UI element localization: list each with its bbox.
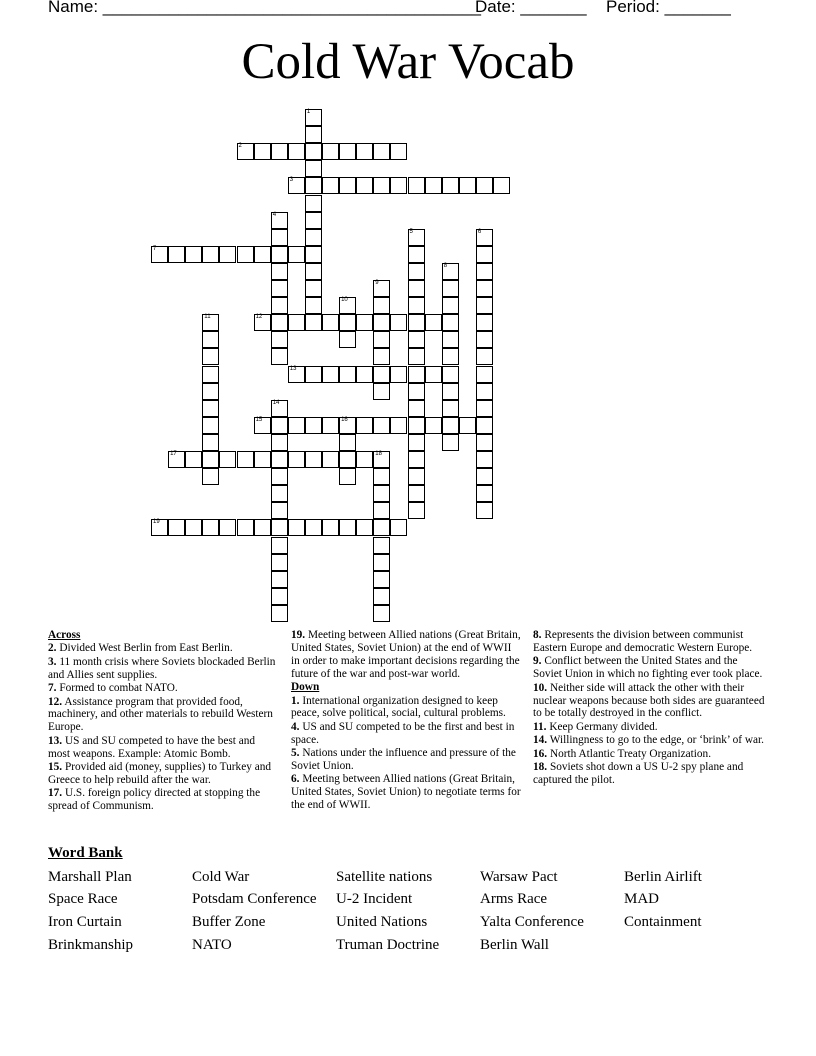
crossword-cell[interactable]: [254, 246, 271, 263]
crossword-cell[interactable]: [425, 177, 442, 194]
clue-down-5: 5. Nations under the influence and pressure of the Soviet Union.: [291, 747, 516, 773]
crossword-cell[interactable]: [493, 177, 510, 194]
crossword-cell[interactable]: [442, 400, 459, 417]
word-bank-item: Potsdam Conference: [192, 891, 317, 907]
clue-down-18: 18. Soviets shot down a US U-2 spy plane and captured the pilot.: [533, 761, 744, 786]
crossword-cell[interactable]: [408, 485, 425, 502]
crossword-cell[interactable]: [356, 366, 373, 383]
clue-number: 15: [255, 416, 263, 423]
clue-number: 18: [375, 451, 382, 457]
crossword-cell[interactable]: [476, 434, 493, 451]
crossword-cell[interactable]: [288, 451, 305, 468]
crossword-cell[interactable]: [305, 177, 322, 194]
crossword-cell[interactable]: [271, 588, 288, 605]
crossword-cell[interactable]: [305, 280, 322, 297]
crossword-cell[interactable]: [151, 246, 168, 263]
crossword-cell[interactable]: [322, 519, 339, 536]
crossword-cell[interactable]: [288, 246, 305, 263]
crossword-cell[interactable]: [373, 348, 390, 365]
crossword-cell[interactable]: [237, 519, 254, 536]
clue-number: 16: [341, 416, 348, 423]
crossword-cell[interactable]: [271, 519, 288, 536]
crossword-cell[interactable]: [271, 229, 288, 246]
crossword-cell[interactable]: [476, 485, 493, 502]
crossword-cell[interactable]: [271, 554, 288, 571]
clue-down-16: 16. North Atlantic Treaty Organization.: [533, 747, 712, 760]
crossword-cell[interactable]: [168, 519, 185, 536]
crossword-cell[interactable]: [442, 366, 459, 383]
crossword-cell[interactable]: [442, 434, 459, 451]
crossword-cell[interactable]: [322, 143, 339, 160]
clue-across-13: 13. US and SU competed to have the best and most weapons. Example: Atomic Bomb.: [48, 734, 256, 760]
crossword-cell[interactable]: [305, 195, 322, 212]
crossword-cell[interactable]: [356, 417, 373, 434]
crossword-cell[interactable]: [442, 263, 459, 280]
crossword-cell[interactable]: [271, 212, 288, 229]
crossword-cell[interactable]: [339, 297, 356, 314]
crossword-cell[interactable]: [408, 246, 425, 263]
crossword-cell[interactable]: [288, 519, 305, 536]
crossword-cell[interactable]: [408, 383, 425, 400]
crossword-cell[interactable]: [305, 297, 322, 314]
crossword-cell[interactable]: [202, 519, 219, 536]
clue-number: 10: [341, 297, 348, 304]
clue-number: 8: [443, 262, 448, 269]
crossword-cell[interactable]: [476, 297, 493, 314]
word-bank-item: Iron Curtain: [48, 914, 122, 930]
clue-across-7: 7. Formed to combat NATO.: [48, 682, 178, 695]
crossword-cell[interactable]: [288, 417, 305, 434]
clue-across-12: 12. Assistance program that provided food, machinery, and other materials to rebuild Western Europe.: [48, 695, 273, 734]
crossword-cell[interactable]: [288, 177, 305, 194]
crossword-cell[interactable]: [271, 297, 288, 314]
crossword-cell[interactable]: [373, 468, 390, 485]
crossword-cell[interactable]: [219, 246, 236, 263]
crossword-cell[interactable]: [202, 348, 219, 365]
crossword-cell[interactable]: [271, 451, 288, 468]
crossword-cell[interactable]: [151, 519, 168, 536]
crossword-cell[interactable]: [305, 229, 322, 246]
crossword-cell[interactable]: [442, 177, 459, 194]
crossword-cell[interactable]: [254, 143, 271, 160]
word-bank-item: Berlin Airlift: [624, 869, 702, 885]
word-bank-item: Containment: [624, 914, 702, 930]
clues-column-3: [533, 629, 765, 787]
crossword-cell[interactable]: [271, 502, 288, 519]
crossword-cell[interactable]: [322, 177, 339, 194]
clue-number: 12: [255, 314, 263, 321]
crossword-cell[interactable]: [373, 537, 390, 554]
crossword-cell[interactable]: [305, 212, 322, 229]
crossword-cell[interactable]: [373, 314, 390, 331]
crossword-cell[interactable]: [237, 451, 254, 468]
crossword-cell[interactable]: [202, 366, 219, 383]
crossword-cell[interactable]: [356, 143, 373, 160]
crossword-cell[interactable]: [322, 417, 339, 434]
crossword-cell[interactable]: [305, 519, 322, 536]
crossword-cell[interactable]: [476, 366, 493, 383]
crossword-cell[interactable]: [442, 348, 459, 365]
crossword-cell[interactable]: [442, 297, 459, 314]
crossword-cell[interactable]: [219, 519, 236, 536]
crossword-cell[interactable]: [305, 143, 322, 160]
crossword-cell[interactable]: [459, 177, 476, 194]
crossword-cell[interactable]: [476, 177, 493, 194]
crossword-cell[interactable]: [202, 417, 219, 434]
clue-number: 6: [477, 228, 482, 235]
crossword-cell[interactable]: [425, 417, 442, 434]
crossword-cell[interactable]: [408, 331, 425, 348]
crossword-cell[interactable]: [373, 143, 390, 160]
crossword-cell[interactable]: [476, 331, 493, 348]
name-field[interactable]: Name: ________________________________________: [48, 0, 481, 16]
crossword-cell[interactable]: [305, 314, 322, 331]
crossword-cell[interactable]: [339, 468, 356, 485]
crossword-cell[interactable]: [373, 177, 390, 194]
clue-down-14: 14. Willingness to go to the edge, or ‘brink’ of war.: [533, 734, 764, 747]
crossword-cell[interactable]: [271, 400, 288, 417]
crossword-cell[interactable]: [373, 571, 390, 588]
crossword-cell[interactable]: [459, 417, 476, 434]
crossword-cell[interactable]: [373, 297, 390, 314]
crossword-cell[interactable]: [476, 280, 493, 297]
crossword-cell[interactable]: [185, 246, 202, 263]
crossword-cell[interactable]: [408, 297, 425, 314]
crossword-cell[interactable]: [339, 177, 356, 194]
crossword-cell[interactable]: [271, 314, 288, 331]
crossword-cell[interactable]: [390, 417, 407, 434]
clue-across-2: 2. Divided West Berlin from East Berlin.: [48, 642, 233, 655]
crossword-cell[interactable]: [237, 143, 254, 160]
crossword-cell[interactable]: [390, 177, 407, 194]
crossword-cell[interactable]: [305, 417, 322, 434]
crossword-cell[interactable]: [305, 246, 322, 263]
crossword-cell[interactable]: [339, 434, 356, 451]
clue-across-15: 15. Provided aid (money, supplies) to Turkey and Greece to help rebuild after the war.: [48, 761, 271, 786]
crossword-cell[interactable]: [185, 519, 202, 536]
word-bank-item: U-2 Incident: [336, 891, 413, 907]
crossword-cell[interactable]: [373, 485, 390, 502]
word-bank-item: United Nations: [336, 914, 428, 930]
clue-number: 1: [306, 109, 311, 115]
crossword-cell[interactable]: [373, 605, 390, 622]
crossword-cell[interactable]: [425, 366, 442, 383]
crossword-cell[interactable]: [271, 537, 288, 554]
clue-number: 19: [153, 519, 160, 526]
crossword-cell[interactable]: [202, 246, 219, 263]
crossword-cell[interactable]: [202, 451, 219, 468]
crossword-cell[interactable]: [322, 314, 339, 331]
clue-down-4: 4. US and SU competed to be the first and best in space.: [291, 720, 515, 746]
crossword-cell[interactable]: [185, 451, 202, 468]
crossword-cell[interactable]: [373, 383, 390, 400]
word-bank-item: Arms Race: [480, 891, 548, 907]
word-bank-item: Marshall Plan: [48, 869, 132, 885]
word-bank-item: Brinkmanship: [48, 937, 133, 953]
clue-number: 13: [289, 365, 297, 372]
crossword-cell[interactable]: [322, 451, 339, 468]
crossword-cell[interactable]: [373, 502, 390, 519]
clue-number: 3: [289, 177, 294, 184]
crossword-cell[interactable]: [237, 246, 254, 263]
crossword-cell[interactable]: [476, 263, 493, 280]
crossword-cell[interactable]: [408, 177, 425, 194]
crossword-cell[interactable]: [271, 571, 288, 588]
crossword-cell[interactable]: [202, 468, 219, 485]
clue-across-3: 3. 11 month crisis where Soviets blockaded Berlin and Allies sent supplies.: [48, 655, 276, 681]
crossword-cell[interactable]: [271, 331, 288, 348]
crossword-cell[interactable]: [373, 366, 390, 383]
crossword-cell[interactable]: [373, 554, 390, 571]
clue-across-17: 17. U.S. foreign policy directed at stopping the spread of Communism.: [48, 787, 261, 813]
crossword-cell[interactable]: [408, 502, 425, 519]
clue-number: 2: [238, 143, 242, 150]
crossword-cell[interactable]: [339, 143, 356, 160]
crossword-cell[interactable]: [339, 366, 356, 383]
crossword-cell[interactable]: [373, 519, 390, 536]
crossword-cell[interactable]: [356, 519, 373, 536]
crossword-cell[interactable]: [271, 348, 288, 365]
period-field[interactable]: Period: _______: [606, 0, 731, 16]
word-bank-item: Berlin Wall: [480, 937, 549, 953]
crossword-cell[interactable]: [254, 519, 271, 536]
crossword-cell[interactable]: [202, 314, 219, 331]
crossword-cell[interactable]: [202, 331, 219, 348]
crossword-cell[interactable]: [168, 451, 185, 468]
crossword-cell[interactable]: [254, 314, 271, 331]
crossword-cell[interactable]: [339, 331, 356, 348]
crossword-cell[interactable]: [408, 468, 425, 485]
crossword-cell[interactable]: [476, 229, 493, 246]
crossword-cell[interactable]: [408, 434, 425, 451]
crossword-cell[interactable]: [476, 400, 493, 417]
clue-down-11: 11. Keep Germany divided.: [533, 720, 658, 733]
crossword-cell[interactable]: [408, 366, 425, 383]
crossword-cell[interactable]: [390, 143, 407, 160]
crossword-cell[interactable]: [202, 434, 219, 451]
across-heading: Across: [48, 629, 81, 641]
crossword-cell[interactable]: [219, 451, 236, 468]
crossword-cell[interactable]: [339, 451, 356, 468]
crossword-cell[interactable]: [476, 348, 493, 365]
crossword-cell[interactable]: [271, 143, 288, 160]
crossword-cell[interactable]: [271, 485, 288, 502]
crossword-cell[interactable]: [305, 109, 322, 126]
crossword-cell[interactable]: [476, 383, 493, 400]
clue-number: 11: [204, 314, 211, 321]
crossword-cell[interactable]: [442, 417, 459, 434]
word-bank-item: Buffer Zone: [192, 914, 266, 930]
word-bank-title: Word Bank: [48, 845, 123, 861]
crossword-cell[interactable]: [408, 417, 425, 434]
crossword-cell[interactable]: [390, 314, 407, 331]
word-bank-item: Satellite nations: [336, 869, 433, 885]
crossword-cell[interactable]: [442, 331, 459, 348]
crossword-cell[interactable]: [356, 451, 373, 468]
clues-column-1: [48, 629, 278, 814]
word-bank-item: MAD: [624, 891, 660, 907]
crossword-cell[interactable]: [442, 383, 459, 400]
clue-down-6: 6. Meeting between Allied nations (Great Britain, United States, Soviet Union) to negotiate terms for the end of WWII.: [291, 773, 521, 812]
crossword-cell[interactable]: [476, 468, 493, 485]
crossword-cell[interactable]: [322, 366, 339, 383]
word-bank-item: NATO: [192, 937, 232, 953]
crossword-cell[interactable]: [476, 502, 493, 519]
crossword-cell[interactable]: [408, 314, 425, 331]
clue-number: 5: [409, 228, 413, 235]
crossword-cell[interactable]: [202, 383, 219, 400]
crossword-cell[interactable]: [408, 451, 425, 468]
crossword-cell[interactable]: [271, 434, 288, 451]
crossword-cell[interactable]: [271, 468, 288, 485]
crossword-cell[interactable]: [271, 246, 288, 263]
clue-number: 9: [375, 280, 379, 286]
clue-number: 17: [170, 451, 177, 457]
crossword-cell[interactable]: [425, 314, 442, 331]
crossword-cell[interactable]: [288, 143, 305, 160]
crossword-cell[interactable]: [339, 417, 356, 434]
clues-column-2: [291, 629, 521, 813]
word-bank-item: Yalta Conference: [480, 914, 584, 930]
crossword-cell[interactable]: [305, 366, 322, 383]
clue-down-8: 8. Represents the division between communist Eastern Europe and democratic Western Europe.: [533, 629, 753, 654]
crossword-cell[interactable]: [305, 160, 322, 177]
crossword-cell[interactable]: [390, 519, 407, 536]
crossword-cell[interactable]: [476, 417, 493, 434]
crossword-cell[interactable]: [271, 263, 288, 280]
crossword-cell[interactable]: [356, 314, 373, 331]
crossword-cell[interactable]: [202, 400, 219, 417]
crossword-cell[interactable]: [408, 400, 425, 417]
clue-number: 4: [272, 211, 277, 218]
date-field[interactable]: Date: _______: [475, 0, 587, 16]
crossword-cell[interactable]: [305, 126, 322, 143]
crossword-cell[interactable]: [408, 348, 425, 365]
crossword-cell[interactable]: [168, 246, 185, 263]
word-bank-item: Truman Doctrine: [336, 937, 440, 953]
down-heading: Down: [291, 681, 320, 694]
clue-down-1: 1. International organization designed to keep peace, solve political, social, cultural problems.: [291, 694, 506, 720]
crossword-cell[interactable]: [271, 280, 288, 297]
crossword-cell[interactable]: [476, 246, 493, 263]
clue-number: 7: [153, 245, 157, 252]
crossword-cell[interactable]: [288, 314, 305, 331]
word-bank-item: Space Race: [48, 891, 118, 907]
crossword-cell[interactable]: [408, 280, 425, 297]
crossword-cell[interactable]: [305, 263, 322, 280]
crossword-cell[interactable]: [356, 177, 373, 194]
crossword-cell[interactable]: [288, 366, 305, 383]
crossword-cell[interactable]: [390, 366, 407, 383]
crossword-cell[interactable]: [476, 451, 493, 468]
crossword-cell[interactable]: [373, 588, 390, 605]
clue-down-10: 10. Neither side will attack the other with their nuclear weapons because both sides are guaranteed to be totally destroyed in the conflict.: [533, 681, 765, 720]
crossword-cell[interactable]: [271, 417, 288, 434]
crossword-cell[interactable]: [373, 451, 390, 468]
word-bank-item: Warsaw Pact: [480, 869, 558, 885]
clue-across-19: 19. Meeting between Allied nations (Great Britain, United States, Soviet Union) at the end of WWII in order to make important decisions regarding the future of the war and post-war world.: [291, 629, 521, 680]
clue-down-9: 9. Conflict between the United States and the Soviet Union in which no fighting ever took place.: [533, 655, 763, 681]
crossword-cell[interactable]: [254, 417, 271, 434]
clue-number: 14: [272, 399, 280, 406]
word-bank-item: Cold War: [192, 869, 250, 885]
crossword-cell[interactable]: [254, 451, 271, 468]
crossword-cell[interactable]: [373, 417, 390, 434]
crossword-cell[interactable]: [408, 263, 425, 280]
crossword-cell[interactable]: [271, 605, 288, 622]
crossword-cell[interactable]: [305, 451, 322, 468]
page-title: Cold War Vocab: [241, 34, 575, 90]
crossword-cell[interactable]: [373, 331, 390, 348]
crossword-cell[interactable]: [339, 314, 356, 331]
crossword-cell[interactable]: [442, 280, 459, 297]
crossword-cell[interactable]: [442, 314, 459, 331]
crossword-cell[interactable]: [408, 229, 425, 246]
crossword-cell[interactable]: [476, 314, 493, 331]
crossword-cell[interactable]: [373, 280, 390, 297]
crossword-cell[interactable]: [339, 519, 356, 536]
